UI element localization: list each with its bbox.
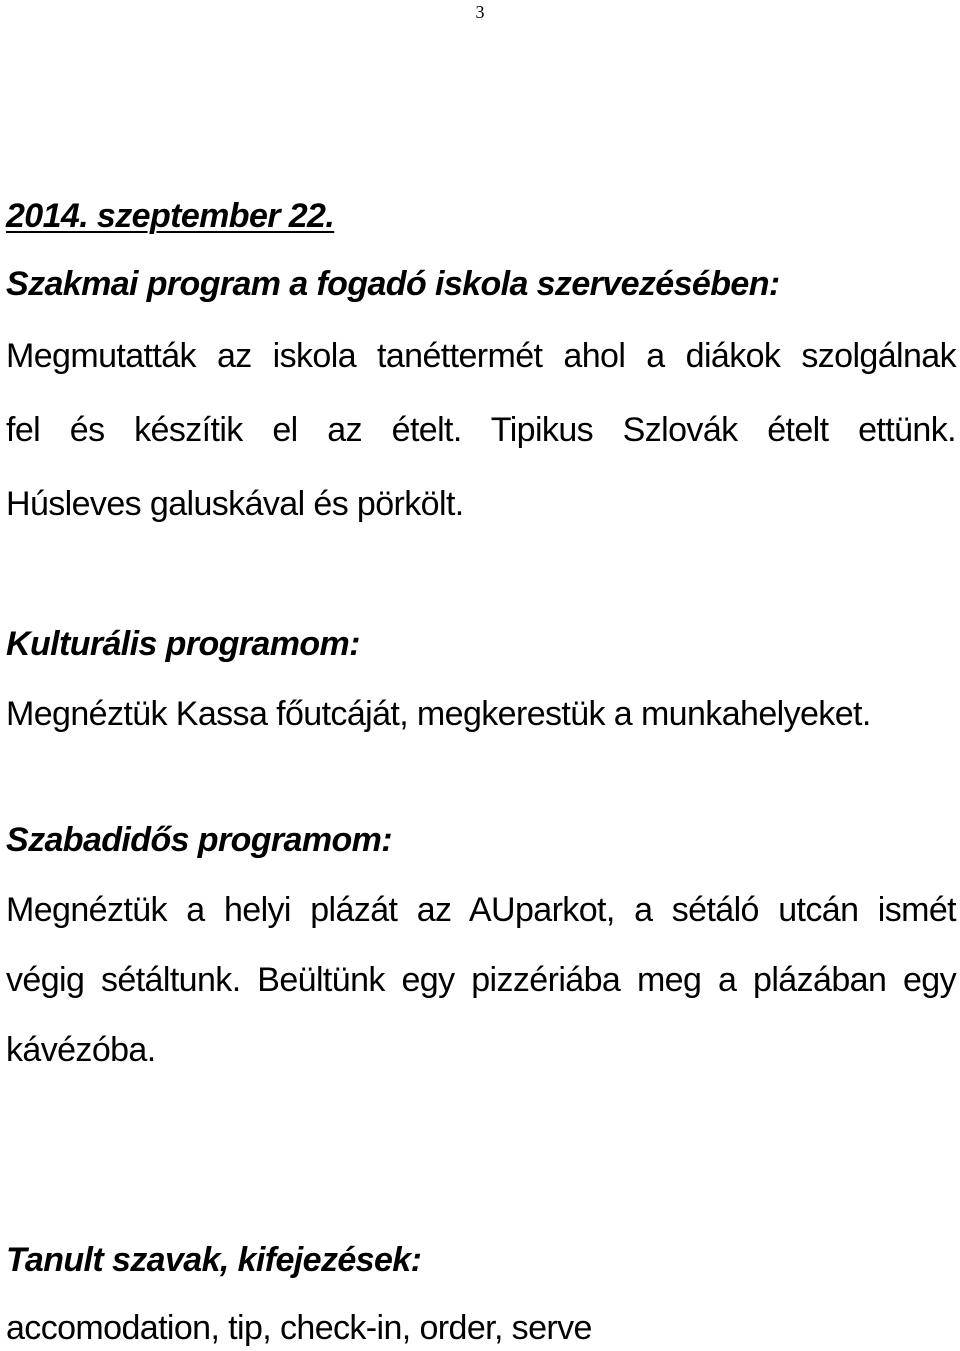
professional-program-line-3: Húsleves galuskával és pörkölt. <box>6 485 464 523</box>
cultural-program-heading: Kulturális programom: <box>6 625 360 663</box>
vocabulary-words: accomodation, tip, check-in, order, serve <box>6 1309 592 1347</box>
professional-program-line-2: fel és készítik el az ételt. Tipikus Szlovák ételt ettünk. <box>6 411 956 449</box>
leisure-program-heading: Szabadidős programom: <box>6 821 393 859</box>
page-number: 3 <box>475 2 485 22</box>
cultural-program-line-1: Megnéztük Kassa főutcáját, megkerestük a munkahelyeket. <box>6 695 871 733</box>
vocabulary-heading: Tanult szavak, kifejezések: <box>6 1241 422 1279</box>
professional-program-line-1: Megmutatták az iskola tanéttermét ahol a diákok szolgálnak <box>6 337 956 375</box>
leisure-program-line-3: kávézóba. <box>6 1031 156 1069</box>
date-heading: 2014. szeptember 22. <box>6 197 335 235</box>
leisure-program-line-2: végig sétáltunk. Beültünk egy pizzériába meg a plázában egy <box>6 961 956 999</box>
professional-program-heading: Szakmai program a fogadó iskola szervezésében: <box>6 265 780 303</box>
leisure-program-line-1: Megnéztük a helyi plázát az AUparkot, a sétáló utcán ismét <box>6 891 956 929</box>
